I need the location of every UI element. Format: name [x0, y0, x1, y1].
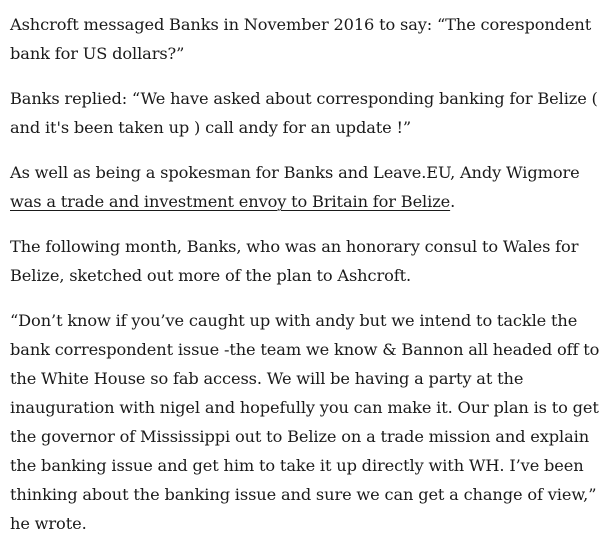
- article-body: [10, 10, 604, 538]
- paragraph-banks-quote: [10, 306, 604, 538]
- paragraph-text: Ashcroft messaged Banks in November 2016 to say: “The corespondent bank for US dollars?”: [10, 15, 592, 63]
- paragraph-banks-reply: [10, 84, 604, 142]
- paragraph-text: Banks replied: “We have asked about corresponding banking for Belize ( and it's been taken up ) call andy for an update !”: [10, 89, 598, 137]
- paragraph-text: The following month, Banks, who was an honorary consul to Wales for Belize, sketched out more of the plan to Ashcroft.: [10, 237, 579, 285]
- paragraph-ashcroft-message: [10, 10, 604, 68]
- paragraph-text-after-link: .: [450, 192, 456, 211]
- paragraph-text-before-link: As well as being a spokesman for Banks and Leave.EU, Andy Wigmore: [10, 163, 580, 182]
- paragraph-wigmore: [10, 158, 604, 216]
- paragraph-text: “Don’t know if you’ve caught up with andy but we intend to tackle the bank correspondent issue -the team we know & Bannon all headed off to the White House so fab access. We will be having a party at the inauguration with nigel and hopefully you can make it. Our plan is to get the governor of Mississippi out to Belize on a trade mission and explain the banking issue and get him to take it up directly with WH. I’ve been thinking about the banking issue and sure we can get a change of view,” he wrote.: [10, 311, 600, 533]
- envoy-link[interactable]: was a trade and investment envoy to Britain for Belize: [10, 192, 451, 211]
- paragraph-following-month: [10, 232, 604, 290]
